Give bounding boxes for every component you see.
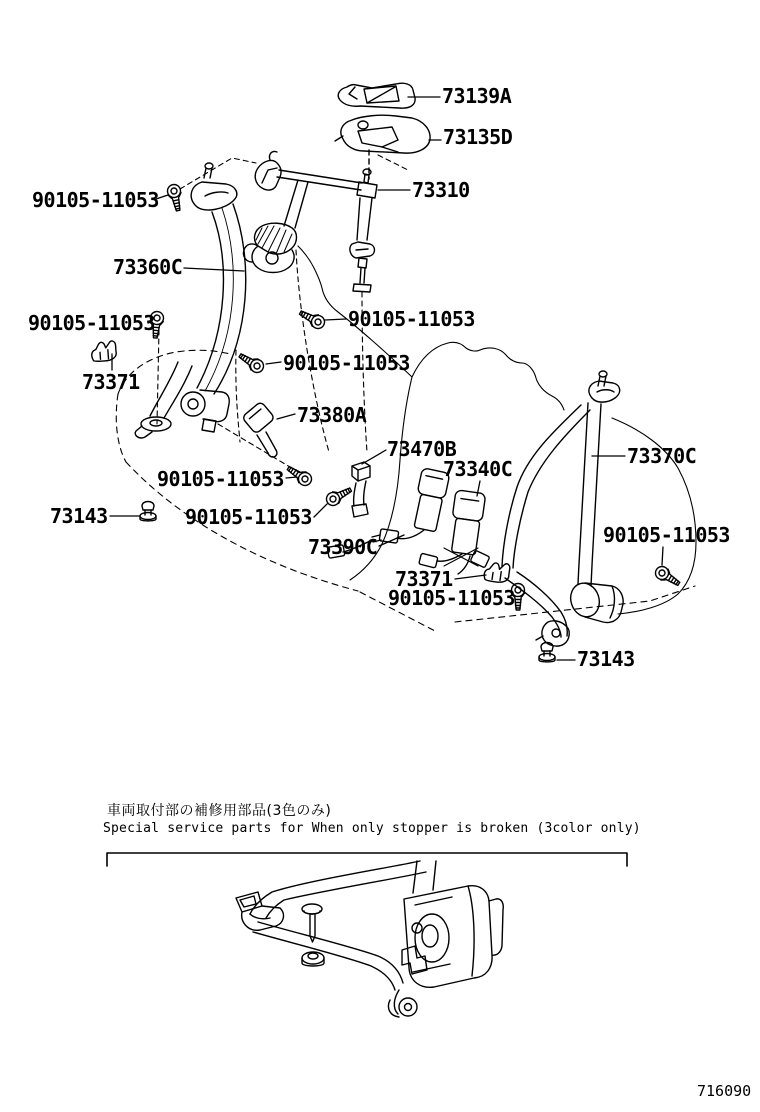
part-label: 73371 — [395, 567, 453, 591]
bolt-drawing — [140, 502, 156, 521]
buckle-73340c-drawing — [419, 490, 490, 574]
part-label: 73360C — [113, 255, 183, 279]
screw-drawing — [237, 350, 266, 375]
part-label: 90105-11053 — [283, 351, 410, 375]
cover-73135d-drawing — [335, 115, 430, 153]
part-label: 90105-11053 — [32, 188, 159, 212]
stopper-73470b-drawing — [352, 462, 370, 517]
note-japanese: 車両取付部の補修用部品(3色のみ) — [107, 803, 332, 819]
belt-assembly-73310-drawing — [243, 150, 377, 292]
note-english: Special service parts for When only stopper is broken (3color only) — [103, 821, 641, 836]
part-label: 73143 — [577, 647, 635, 671]
part-label: 90105-11053 — [388, 586, 515, 610]
part-label: 73390C — [308, 535, 378, 559]
part-label: 73139A — [442, 84, 512, 108]
leader-lines — [110, 97, 663, 660]
part-label: 73371 — [82, 370, 140, 394]
screw-drawing — [285, 463, 314, 488]
part-label: 73370C — [627, 444, 697, 468]
part-label: 90105-11053 — [185, 505, 312, 529]
part-label: 73135D — [443, 125, 513, 149]
anchor-plate-73139a-drawing — [338, 83, 415, 108]
part-label: 73470B — [387, 437, 457, 461]
part-label: 90105-11053 — [348, 307, 475, 331]
belt-clip-drawing — [483, 561, 510, 584]
part-label: 73380A — [297, 403, 367, 427]
bolt-drawing — [539, 643, 555, 662]
part-label: 73340C — [443, 457, 513, 481]
page-number: 716090 — [697, 1082, 752, 1100]
part-label: 90105-11053 — [28, 311, 155, 335]
belt-clip-drawing — [91, 341, 117, 362]
part-label: 90105-11053 — [603, 523, 730, 547]
part-label: 90105-11053 — [157, 467, 284, 491]
part-label: 73310 — [412, 178, 470, 202]
bracket-line — [107, 853, 627, 866]
screw-drawing — [324, 484, 354, 508]
screw-drawing — [653, 564, 682, 589]
part-label: 73143 — [50, 504, 108, 528]
screw-drawing — [297, 307, 327, 331]
service-parts-diagram — [107, 853, 627, 1017]
seat-outline-dashed — [116, 155, 696, 631]
